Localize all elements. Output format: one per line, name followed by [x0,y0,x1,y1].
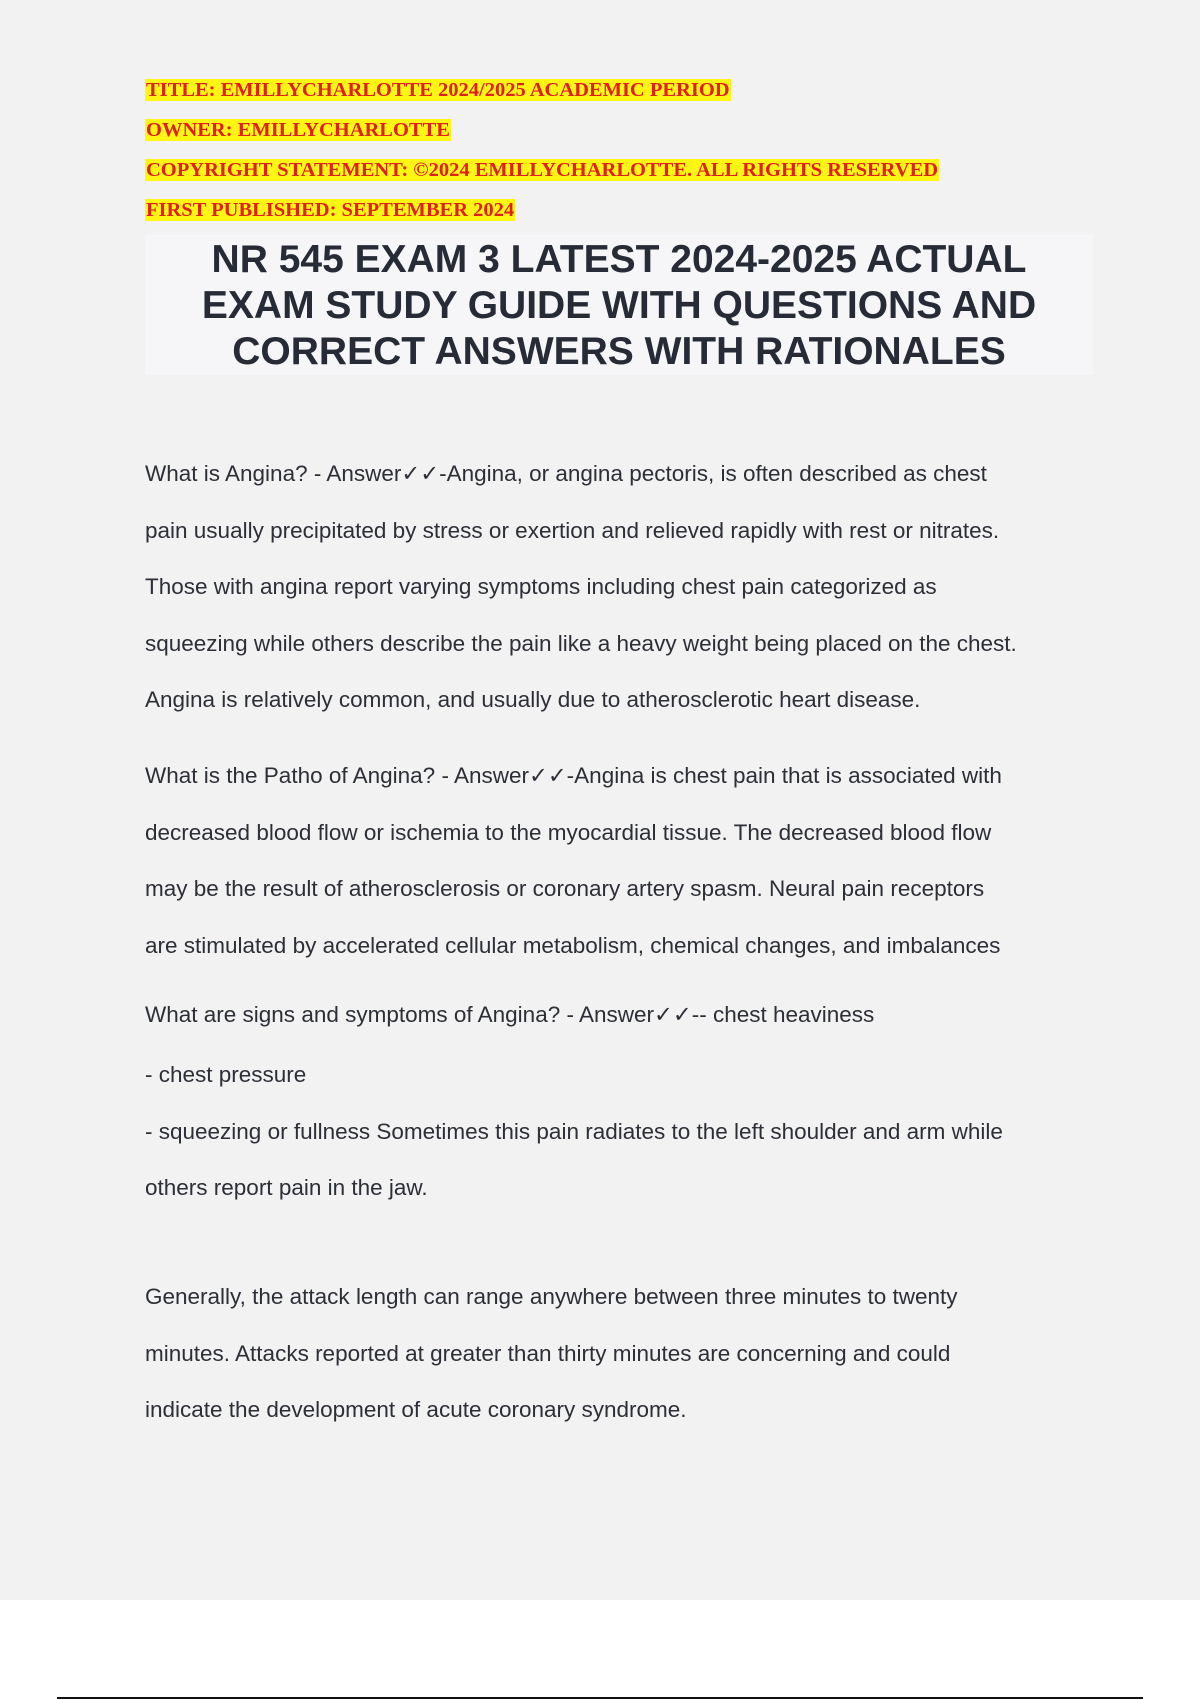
text-line: Generally, the attack length can range anywhere between three minutes to twenty [145,1284,958,1309]
meta-title: TITLE: EMILLYCHARLOTTE 2024/2025 ACADEMIC PERIOD [146,79,730,101]
page-divider [57,1697,1143,1699]
document-title [145,235,1093,375]
text-line: pain usually precipitated by stress or exertion and relieved rapidly with rest or nitrates. [145,518,1000,543]
text-line: indicate the development of acute coronary syndrome. [145,1397,687,1422]
title-line: CORRECT ANSWERS WITH RATIONALES [232,330,1006,373]
meta-copyright: COPYRIGHT STATEMENT: ©2024 EMILLYCHARLOTTE. ALL RIGHTS RESERVED [146,159,939,181]
paragraph-attack-length [145,1269,1095,1439]
text-line: others report pain in the jaw. [145,1175,428,1200]
title-line: EXAM STUDY GUIDE WITH QUESTIONS AND [201,284,1037,327]
title-line: NR 545 EXAM 3 LATEST 2024-2025 ACTUAL [211,238,1027,281]
paragraph-signs-symptoms [145,986,1095,1217]
meta-published: FIRST PUBLISHED: SEPTEMBER 2024 [146,199,515,221]
paragraph-what-is-angina [145,453,1095,729]
text-line: may be the result of atherosclerosis or coronary artery spasm. Neural pain receptors [145,876,985,901]
text-line: What is Angina? - Answer✓✓-Angina, or angina pectoris, is often described as chest [145,461,987,486]
text-line: - squeezing or fullness Sometimes this pain radiates to the left shoulder and arm while [145,1118,1003,1144]
text-line: decreased blood flow or ischemia to the myocardial tissue. The decreased blood flow [145,820,992,845]
text-line: Angina is relatively common, and usually due to atherosclerotic heart disease. [145,687,921,712]
meta-owner: OWNER: EMILLYCHARLOTTE [146,119,450,141]
text-line: What are signs and symptoms of Angina? - Answer✓✓-- chest heaviness [145,1002,875,1027]
text-line: Those with angina report varying symptoms including chest pain categorized as [145,574,937,599]
paragraph-patho-of-angina [145,755,1095,974]
text-line: - chest pressure [145,1062,307,1087]
document-meta [145,70,939,230]
text-line: squeezing while others describe the pain like a heavy weight being placed on the chest. [145,630,1017,656]
text-line: minutes. Attacks reported at greater than thirty minutes are concerning and could [145,1340,951,1366]
text-line: What is the Patho of Angina? - Answer✓✓-Angina is chest pain that is associated with [145,763,1002,788]
text-line: are stimulated by accelerated cellular metabolism, chemical changes, and imbalances [145,932,1001,958]
